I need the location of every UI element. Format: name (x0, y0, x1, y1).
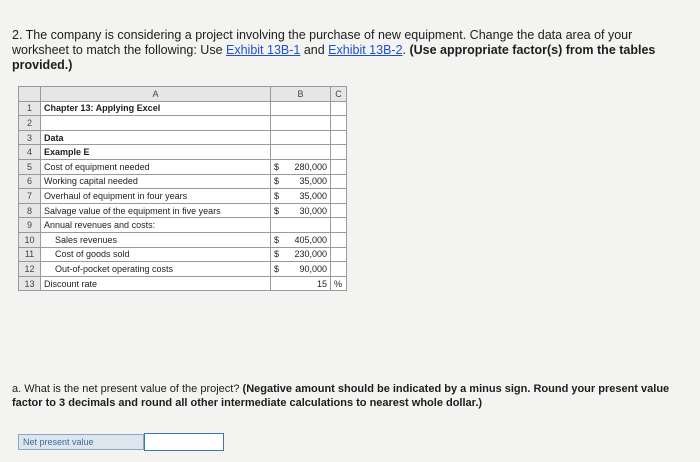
cell-b-value: 30,000 (299, 205, 327, 216)
cell-b[interactable] (271, 116, 331, 131)
row-number: 4 (19, 145, 41, 160)
question-prefix: 2. The company is considering a project involving the purchase of new equipment. Change the data area of your worksheet to match the following: Use (12, 28, 633, 57)
row-number: 6 (19, 174, 41, 189)
question-a-instruction: (Negative amount should be indicated by a minus sign. Round your present value factor to 3 decimals and round all other intermediate calculations to nearest whole dollar.) (12, 383, 670, 409)
spreadsheet (18, 86, 347, 291)
sheet-row (19, 101, 347, 116)
sheet-row (19, 159, 347, 174)
sheet-row (19, 262, 347, 277)
cell-b[interactable] (271, 189, 331, 204)
question-instruction: (Use appropriate factor(s) from the tables provided.) (12, 43, 656, 72)
sheet-row (19, 276, 347, 291)
cell-c[interactable] (331, 145, 347, 160)
question-a-prompt: a. What is the net present value of the project? (12, 383, 243, 395)
currency-symbol: $ (274, 190, 280, 201)
exhibit-13b-2-link[interactable]: Exhibit 13B-2 (328, 43, 403, 57)
cell-b[interactable] (271, 145, 331, 160)
npv-input[interactable] (144, 433, 224, 451)
cell-c[interactable] (331, 189, 347, 204)
sheet-row (19, 130, 347, 145)
npv-label: Net present value (18, 434, 144, 450)
cell-c[interactable] (331, 174, 347, 189)
currency-symbol: $ (274, 161, 280, 172)
cell-a[interactable]: Cost of equipment needed (41, 159, 271, 174)
cell-c[interactable] (331, 101, 347, 116)
currency-symbol: $ (274, 263, 280, 274)
currency-symbol: $ (274, 205, 280, 216)
cell-a[interactable]: Data (41, 130, 271, 145)
column-header-a: A (41, 87, 271, 102)
cell-b[interactable] (271, 218, 331, 233)
cell-c[interactable] (331, 130, 347, 145)
row-number: 7 (19, 189, 41, 204)
row-number: 12 (19, 262, 41, 277)
question-text (12, 28, 688, 73)
cell-a[interactable]: Out-of-pocket operating costs (41, 262, 271, 277)
row-number: 10 (19, 232, 41, 247)
sheet-row (19, 174, 347, 189)
currency-symbol: $ (274, 249, 280, 260)
sheet-row (19, 218, 347, 233)
row-number: 3 (19, 130, 41, 145)
question-mid: and (300, 43, 329, 57)
question-a-text (12, 382, 692, 410)
cell-b[interactable] (271, 174, 331, 189)
cell-c[interactable] (331, 218, 347, 233)
cell-b[interactable] (271, 101, 331, 116)
row-number: 2 (19, 116, 41, 131)
cell-a[interactable]: Example E (41, 145, 271, 160)
cell-b-value: 405,000 (294, 234, 327, 245)
corner-cell (19, 87, 41, 102)
cell-c[interactable]: % (331, 276, 347, 291)
sheet-row (19, 189, 347, 204)
exhibit-13b-1-link[interactable]: Exhibit 13B-1 (226, 43, 301, 57)
cell-b-value: 15 (316, 278, 327, 289)
cell-b[interactable] (271, 159, 331, 174)
cell-b[interactable] (271, 130, 331, 145)
cell-a[interactable]: Chapter 13: Applying Excel (41, 101, 271, 116)
cell-a[interactable] (41, 116, 271, 131)
cell-b[interactable] (271, 247, 331, 262)
currency-symbol: $ (274, 176, 280, 187)
cell-a[interactable]: Discount rate (41, 276, 271, 291)
cell-a[interactable]: Annual revenues and costs: (41, 218, 271, 233)
cell-b-value: 230,000 (294, 249, 327, 260)
column-header-row (19, 87, 347, 102)
sheet-row (19, 247, 347, 262)
npv-answer-row (18, 433, 224, 451)
cell-c[interactable] (331, 159, 347, 174)
cell-c[interactable] (331, 262, 347, 277)
sheet-row (19, 145, 347, 160)
question-end: . (402, 43, 410, 57)
cell-a[interactable]: Salvage value of the equipment in five years (41, 203, 271, 218)
cell-b[interactable] (271, 203, 331, 218)
currency-symbol: $ (274, 234, 280, 245)
row-number: 1 (19, 101, 41, 116)
row-number: 8 (19, 203, 41, 218)
cell-b-value: 280,000 (294, 161, 327, 172)
sheet-row (19, 203, 347, 218)
cell-b-value: 35,000 (299, 176, 327, 187)
row-number: 13 (19, 276, 41, 291)
cell-a[interactable]: Sales revenues (41, 232, 271, 247)
cell-b[interactable] (271, 276, 331, 291)
sheet-row (19, 116, 347, 131)
cell-b-value: 35,000 (299, 190, 327, 201)
column-header-b: B (271, 87, 331, 102)
cell-c[interactable] (331, 203, 347, 218)
cell-c[interactable] (331, 232, 347, 247)
cell-a[interactable]: Overhaul of equipment in four years (41, 189, 271, 204)
row-number: 9 (19, 218, 41, 233)
row-number: 11 (19, 247, 41, 262)
cell-a[interactable]: Cost of goods sold (41, 247, 271, 262)
cell-b[interactable] (271, 232, 331, 247)
cell-b-value: 90,000 (299, 263, 327, 274)
column-header-c: C (331, 87, 347, 102)
sheet-row (19, 232, 347, 247)
cell-c[interactable] (331, 116, 347, 131)
row-number: 5 (19, 159, 41, 174)
cell-c[interactable] (331, 247, 347, 262)
cell-b[interactable] (271, 262, 331, 277)
cell-a[interactable]: Working capital needed (41, 174, 271, 189)
